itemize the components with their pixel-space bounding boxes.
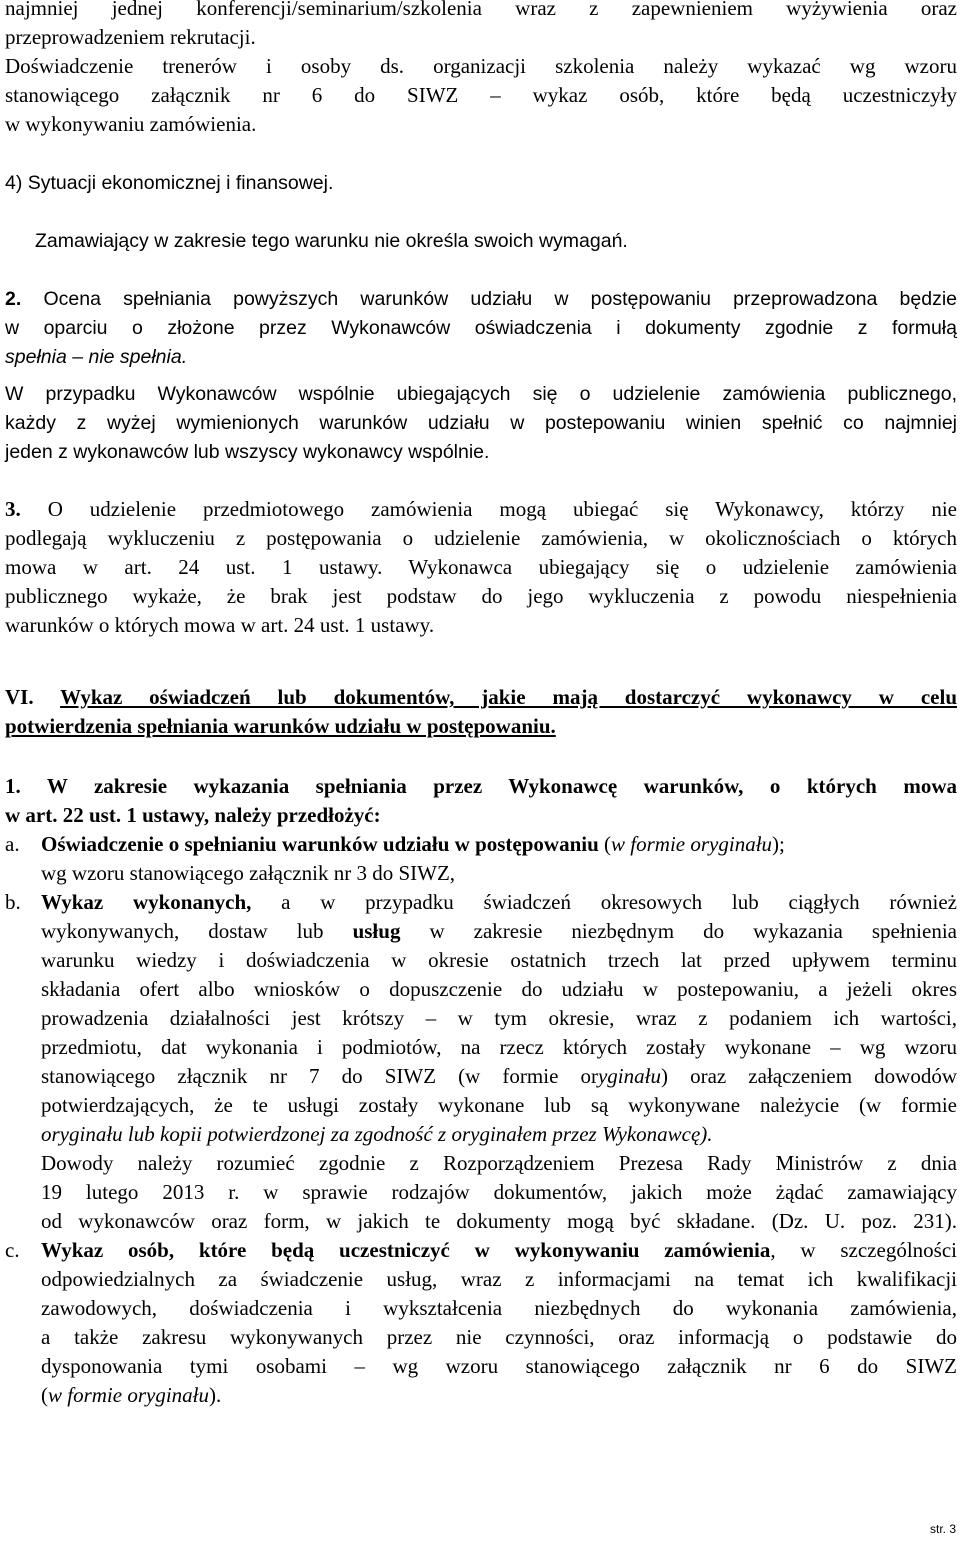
text-line: w wykonywaniu zamówienia. [5, 112, 257, 136]
section-number: VI. [5, 685, 34, 709]
section-4-text: Zamawiający w zakresie tego warunku nie określa swoich wymagań. [35, 230, 628, 252]
heading-line: potwierdzenia spełniania warunków udziału w postępowaniu. [5, 714, 556, 738]
text-line: mowa w art. 24 ust. 1 ustawy. Wykonawca ubiegający się o udzielenie zamówienia [5, 555, 957, 579]
text-line: wykonywanych, dostaw lub usług w zakresie niezbędnym do wykazania spełnienia [41, 919, 957, 943]
list-item-c [5, 1236, 957, 1410]
section-vi-heading [5, 683, 957, 741]
paragraph-2 [5, 285, 957, 372]
text-line: stanowiącego załącznik nr 6 do SIWZ – wykaz osób, które będą uczestniczyły [5, 83, 957, 107]
text-line: od wykonawców oraz form, w jakich te dokumenty mogą być składane. (Dz. U. poz. 231). [41, 1209, 957, 1233]
text-line: przedmiotu, dat wykonania i podmiotów, na rzecz których zostały wykonane – wg wzoru [41, 1035, 957, 1059]
paragraph-number: 3. [5, 497, 21, 521]
text-line: zawodowych, doświadczenia i wykształcenia niezbędnych do wykonania zamówienia, [41, 1296, 957, 1320]
text-line: warunku wiedzy i doświadczenia w okresie ostatnich trzech lat przed upływem terminu [41, 948, 957, 972]
page-number: str. 3 [929, 1522, 956, 1536]
text-line: stanowiącego złącznik nr 7 do SIWZ (w formie oryginału) oraz załączeniem dowodów [41, 1064, 957, 1088]
text-line: odpowiedzialnych za świadczenie usług, wraz z informacjami na temat ich kwalifikacji [41, 1267, 957, 1291]
text-line: wg wzoru stanowiącego załącznik nr 3 do SIWZ, [41, 861, 456, 885]
text-line: 2. Ocena spełniania powyższych warunków udziału w postępowaniu przeprowadzona będzie [5, 288, 958, 310]
text-line: spełnia – nie spełnia. [5, 346, 188, 368]
text-line: Doświadczenie trenerów i osoby ds. organizacji szkolenia należy wykazać wg wzoru [5, 54, 957, 78]
text-line: potwierdzających, że te usługi zostały wykonane lub są wykonywane należycie (w formie [41, 1093, 957, 1117]
text-line: w oparciu o złożone przez Wykonawców oświadczenia i dokumenty zgodnie z formułą [5, 317, 957, 339]
paragraph-3 [5, 495, 957, 640]
text-line: warunków o których mowa w art. 24 ust. 1 ustawy. [5, 613, 435, 637]
paragraph-number: 2. [5, 288, 22, 310]
text-line: dysponowania tymi osobami – wg wzoru stanowiącego załącznik nr 6 do SIWZ [41, 1354, 957, 1378]
text-line: Oświadczenie o spełnianiu warunków udziału w postępowaniu (w formie oryginału); [41, 832, 785, 856]
text-line: oryginału lub kopii potwierdzonej za zgodność z oryginałem przez Wykonawcę). [41, 1122, 713, 1146]
text-line: w art. 22 ust. 1 ustawy, należy przedłożyć: [5, 803, 381, 827]
list-item-a [5, 830, 957, 888]
text-line: prowadzenia działalności jest krótszy – w tym okresie, wraz z podaniem ich wartości, [41, 1006, 957, 1030]
text-line: 19 lutego 2013 r. w sprawie rodzajów dokumentów, jakich może żądać zamawiający [41, 1180, 957, 1204]
list-marker: a. [5, 832, 20, 856]
text-line: najmniej jednej konferencji/seminarium/szkolenia wraz z zapewnieniem wyżywienia oraz [5, 0, 957, 20]
list-marker: b. [5, 890, 21, 914]
text-line: Wykaz wykonanych, a w przypadku świadczeń okresowych lub ciągłych również [41, 890, 957, 914]
text-line: 1. W zakresie wykazania spełniania przez Wykonawcę warunków, o których mowa [5, 774, 957, 798]
text-line: podlegają wykluczeniu z postępowania o udzielenie zamówienia, w okolicznościach o których [5, 526, 957, 550]
joint-bidders-paragraph [5, 380, 957, 467]
text-line: (w formie oryginału). [41, 1383, 222, 1407]
text-line: publicznego wykaże, że brak jest podstaw do jego wykluczenia z powodu niespełnienia [5, 584, 957, 608]
top-paragraph [5, 0, 957, 139]
list-item-b [5, 888, 957, 1236]
text-line: jeden z wykonawców lub wszyscy wykonawcy wspólnie. [5, 441, 490, 463]
text-line: składania ofert albo wniosków o dopuszczenie do udziału w postepowaniu, a jeżeli okres [41, 977, 957, 1001]
point-1 [5, 772, 957, 830]
list-marker: c. [5, 1238, 20, 1262]
text-line: przeprowadzeniem rekrutacji. [5, 25, 256, 49]
text-line: a także zakresu wykonywanych przez nie czynności, oraz informacją o podstawie do [41, 1325, 957, 1349]
text-line: każdy z wyżej wymienionych warunków udziału w postepowaniu winien spełnić co najmniej [5, 412, 957, 434]
text-line: W przypadku Wykonawców wspólnie ubiegających się o udzielenie zamówienia publicznego, [5, 383, 957, 405]
section-4-heading: 4) Sytuacji ekonomicznej i finansowej. [5, 172, 334, 194]
heading-line: VI. Wykaz oświadczeń lub dokumentów, jakie mają dostarczyć wykonawcy w celu [5, 685, 957, 709]
text-line: Wykaz osób, które będą uczestniczyć w wykonywaniu zamówienia, w szczególności [41, 1238, 957, 1262]
text-line: Dowody należy rozumieć zgodnie z Rozporządzeniem Prezesa Rady Ministrów z dnia [41, 1151, 957, 1175]
text-line: 3. O udzielenie przedmiotowego zamówienia mogą ubiegać się Wykonawcy, którzy nie [5, 497, 957, 521]
